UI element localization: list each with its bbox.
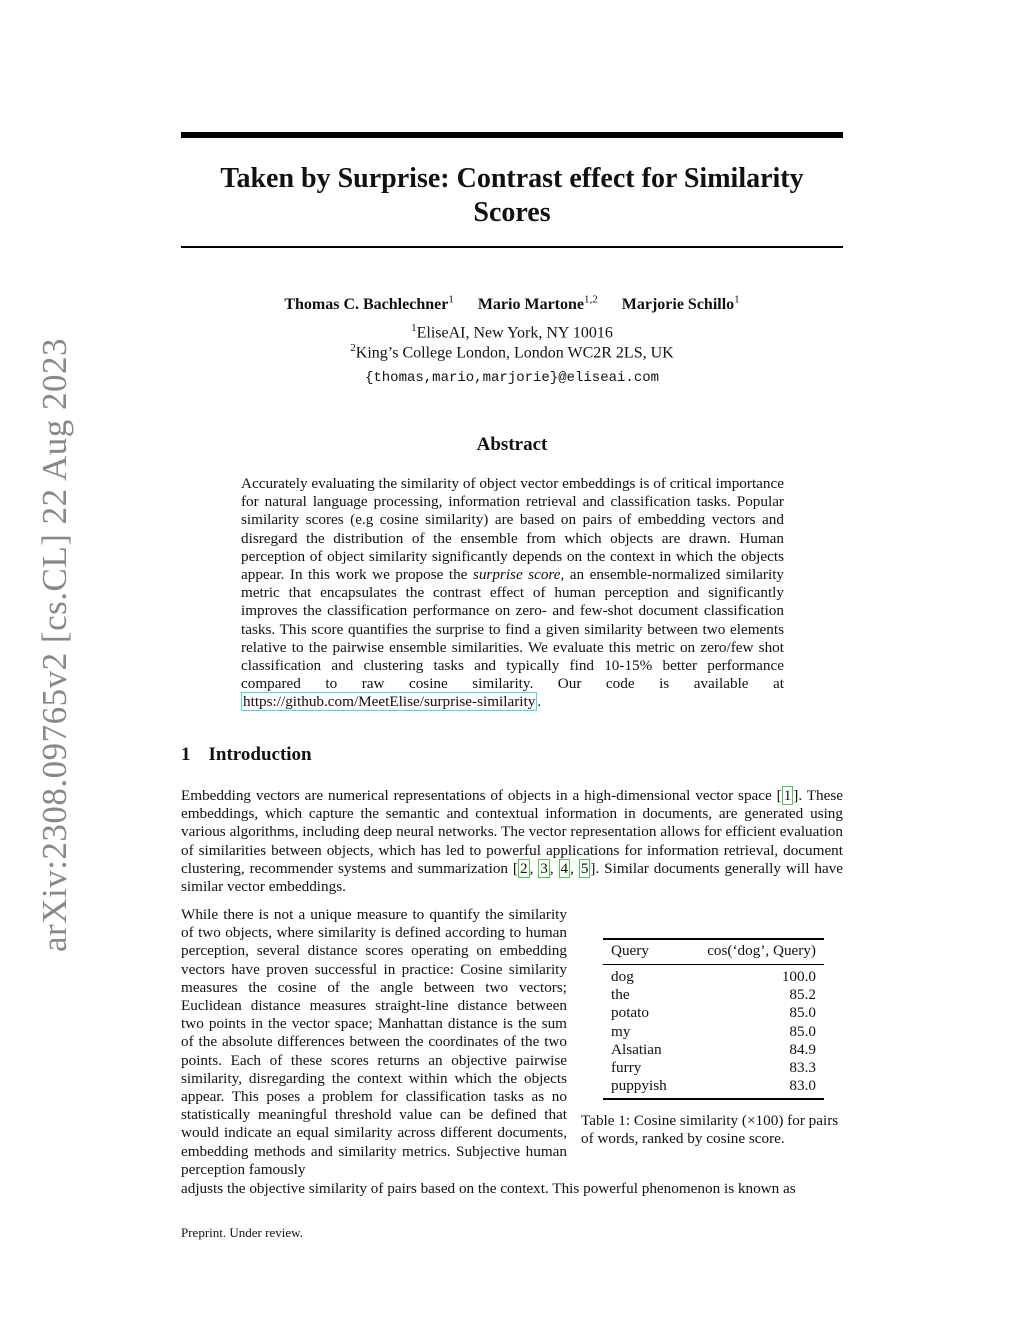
abstract-body: Accurately evaluating the similarity of object vector embeddings is of critical importance for natural language processing, information retrieval and classification tasks. Popular similarity scores (e.g cosine similarity) are based on pairs of embedding vectors and disregard the distribution of the ensemble from which objects are drawn. Human perception of object similarity significantly depends on the context in which the objects appear. In this work we propose the surprise score, an ensemble-normalized similarity metric that encapsulates the contrast effect of human perception and significantly improves the classification performance on zero- and few-shot document classification tasks. This score quantifies the surprise to find a given similarity between two elements relative to the pairwise ensemble similarities. We evaluate this metric on zero/few shot classification and clustering tasks and typically find 10-15% better performance compared to raw cosine similarity. Our code is available at https://github.com/MeetElise/surprise-similarity . <box>241 475 785 711</box>
query-cell: the <box>611 986 630 1004</box>
table-row <box>603 1023 824 1041</box>
table-row <box>603 1041 824 1059</box>
score-cell: 85.0 <box>789 1022 816 1040</box>
intro-paragraph: While there is not a unique measure to quantify the similarity of two objects, where similarity is defined according to human perception, several distance scores operating on embedding vectors have proven successful in practice: Cosine similarity measures the cosine of the angle between two vectors; Euclidean distance measures straight-line distance between two points in the vector space; Manhattan distance is the sum of the absolute differences between the coordinates of the two points. Each of these scores returns an objective pairwise similarity, disregarding the context within which the objects appear. This poses a problem for classification tasks as no statistically meaningful threshold value can be defined that would indicate an equal similarity across different documents, embedding methods and similarity metrics. Subjective human perception famously <box>181 906 567 1178</box>
title-rule-bottom <box>181 246 843 248</box>
similarity-table <box>603 938 824 1100</box>
paper-title: Taken by Surprise: Contrast effect for Similarity Scores <box>220 163 804 228</box>
page-footer: Preprint. Under review. <box>181 1225 303 1240</box>
score-cell: 85.2 <box>789 986 816 1004</box>
author-emails: {thomas,mario,marjorie}@eliseai.com <box>364 370 660 386</box>
query-cell: potato <box>611 1004 649 1022</box>
table-row <box>603 1059 824 1077</box>
column-header-cosine: cos(‘dog’, Query) <box>684 939 824 965</box>
abstract-heading: Abstract <box>476 434 548 455</box>
score-cell: 100.0 <box>781 968 816 985</box>
intro-paragraph-continuation: adjusts the objective similarity of pairs based on the context. This powerful phenomenon is known as <box>181 1180 796 1197</box>
citation-link[interactable]: 3 <box>540 859 548 877</box>
author: Thomas C. Bachlechner$^1$ <box>284 294 454 314</box>
emphasis-surprise-score: surprise score <box>472 566 561 584</box>
code-link[interactable]: https://github.com/MeetElise/surprise-similarity <box>243 693 536 711</box>
citation-link[interactable]: 1 <box>783 787 792 804</box>
affiliation: $^1$EliseAI, New York, NY 10016 <box>411 322 613 342</box>
table-row <box>603 986 824 1004</box>
table-row <box>603 1077 824 1099</box>
table-row <box>603 965 824 987</box>
citation-link[interactable]: 5 <box>580 859 589 877</box>
table-header-row <box>603 939 824 965</box>
query-cell: Alsatian <box>611 1040 662 1058</box>
table-caption: Table 1: Cosine similarity (×100) for pairs of words, ranked by cosine score. <box>581 1112 839 1148</box>
column-header-query: Query <box>603 939 684 965</box>
citation-link[interactable]: 4 <box>560 859 569 877</box>
table-row <box>603 1004 824 1022</box>
arxiv-sidebar <box>30 338 80 952</box>
arxiv-identifier: arXiv:2308.09765v2 [cs.CL] 22 Aug 2023 <box>35 338 75 952</box>
score-cell: 85.0 <box>789 1004 816 1022</box>
author-list <box>181 294 843 314</box>
intro-paragraph: Embedding vectors are numerical representations of objects in a high-dimensional vector space [ 1 ]. These embeddings, which capture the semantic and contextual information in documents, are generated using various algorithms, including deep neural networks. The vector representation allows for efficient evaluation of similarities between objects, which has led to powerful applications for information retrieval, document clustering, recommender systems and summarization [ 2 , 3 , 4 , 5 ]. Similar documents generally will have similar vector embeddings. <box>181 787 844 896</box>
affiliation: $^2$King’s College London, London WC2R 2LS, UK <box>350 342 674 362</box>
query-cell: puppyish <box>603 1077 684 1099</box>
section-heading: 1 Introduction <box>181 744 312 765</box>
citation-link[interactable]: 2 <box>519 859 528 877</box>
score-cell: 83.0 <box>684 1077 824 1099</box>
query-cell: my <box>611 1022 631 1040</box>
author: Mario Martone$^{1,2}$ <box>477 294 598 314</box>
score-cell: 83.3 <box>789 1059 816 1077</box>
query-cell: dog <box>611 968 634 985</box>
score-cell: 84.9 <box>789 1040 816 1058</box>
title-rule-top <box>181 132 843 138</box>
query-cell: furry <box>611 1059 642 1077</box>
author: Marjorie Schillo$^1$ <box>621 294 740 314</box>
